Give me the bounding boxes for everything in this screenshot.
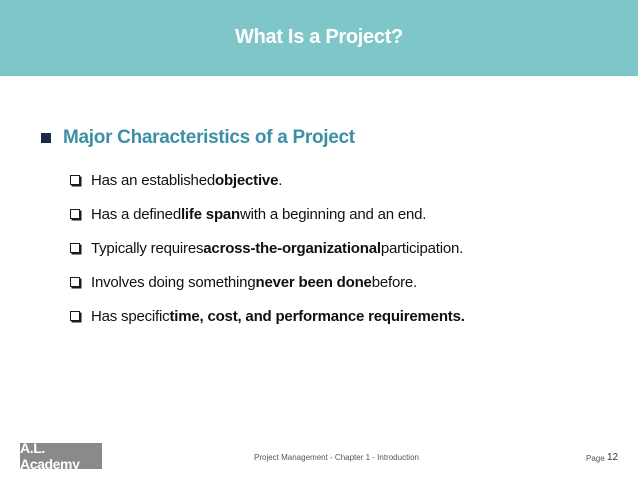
checkbox-bullet-icon: [70, 175, 80, 185]
checkbox-bullet-icon: [70, 209, 80, 219]
item-text-pre: Typically requires: [91, 239, 204, 257]
item-text-post: .: [278, 171, 283, 189]
list-item: [70, 238, 590, 258]
item-text-pre: Has a defined: [91, 205, 181, 223]
checkbox-bullet-icon: [70, 311, 80, 321]
item-text-bold: across-the-organizational: [203, 239, 381, 257]
item-text-post: with a beginning and an end.: [240, 205, 427, 223]
checkbox-bullet-icon: [70, 243, 80, 253]
item-text-bold: never been done: [255, 273, 372, 291]
page-label: Page: [586, 454, 605, 463]
slide-title: What Is a Project?: [235, 26, 403, 48]
list-item: [70, 170, 590, 190]
item-text-bold: life span: [180, 205, 241, 223]
list-item: [70, 306, 590, 326]
list-item: [70, 204, 590, 224]
academy-logo: A.L. Academy: [20, 443, 102, 469]
main-heading: Major Characteristics of a Project: [63, 127, 355, 148]
item-text-pre: Involves doing something: [91, 273, 256, 291]
item-text-post: participation.: [380, 239, 464, 257]
footer-course-text: Project Management - Chapter 1 - Introduction: [254, 453, 419, 462]
square-bullet-icon: [41, 133, 51, 143]
item-text-pre: Has specific: [91, 307, 170, 325]
main-bullet-row: [41, 126, 355, 150]
item-text-bold: objective: [214, 171, 279, 189]
item-text-post: before.: [371, 273, 417, 291]
item-text-bold: time, cost, and performance requirements.: [169, 307, 465, 325]
item-text-pre: Has an established: [91, 171, 215, 189]
list-item: [70, 272, 590, 292]
slide-header-bar: [0, 0, 638, 76]
page-number: 12: [607, 452, 619, 463]
checkbox-bullet-icon: [70, 277, 80, 287]
